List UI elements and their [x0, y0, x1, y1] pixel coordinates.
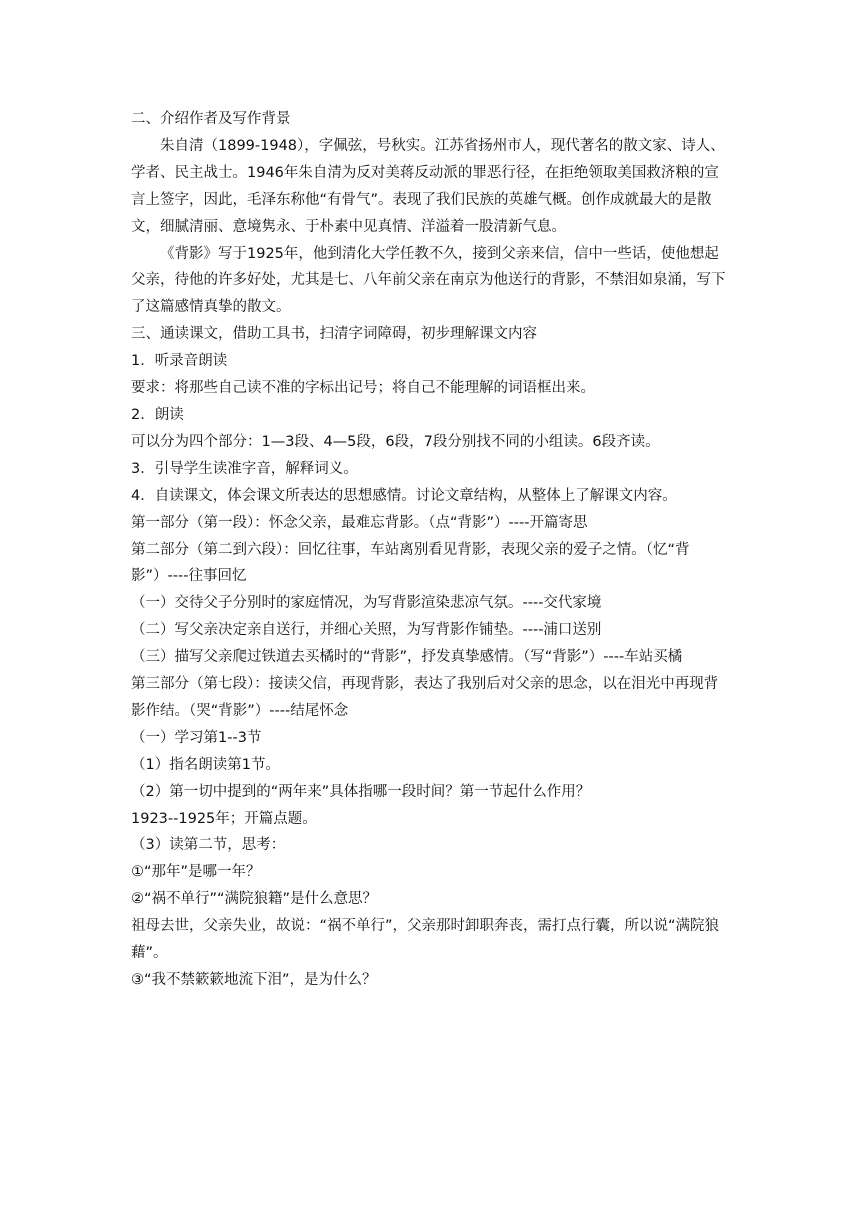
structure-part-two: 第二部分（第二到六段）：回忆往事，车站离别看见背影，表现父亲的爱子之情。（忆“背影”）----往事回忆	[131, 541, 690, 585]
structure-part-two-sub-one: （一）交待父子分别时的家庭情况，为写背影渲染悲凉气氛。----交代家境	[131, 595, 602, 612]
sub-question-c: ③“我不禁簌簌地流下泪”，是为什么？	[131, 972, 377, 988]
section-heading-author: 二、介绍作者及写作背景	[131, 111, 291, 127]
paragraph-author-bio: 朱自清（1899-1948），字佩弦，号秋实。江苏省扬州市人，现代著名的散文家、诗人、学者、民主战士。1946年朱自清为反对美蒋反动派的罪恶行径，在拒绝领取美国救济粮的宣言上签字，因此，毛泽东称他“有骨气”。表现了我们民族的英雄气概。创作成就最大的是散文，细腻清丽、意境隽永、于朴素中见真情、洋溢着一股清新气息。	[131, 137, 725, 235]
structure-part-three: 第三部分（第七段）：接读父信，再现背影，表达了我别后对父亲的思念，以在泪光中再现背影作结。（哭“背影”）----结尾怀念	[131, 676, 719, 719]
step-self-reading: 4．自读课文，体会课文所表达的思想感情。讨论文章结构，从整体上了解课文内容。	[131, 487, 677, 504]
paragraph-writing-background: 《背影》写于1925年，他到清化大学任教不久，接到父亲来信，信中一些话，使他想起父亲，待他的许多好处，尤其是七、八年前父亲在南京为他送行的背影，不禁泪如泉涌，写下了这篇感情真挚的散文。	[131, 245, 726, 316]
document-body	[131, 106, 731, 994]
step-read-aloud: 2．朗读	[131, 406, 184, 423]
question-two: （2）第一切中提到的“两年来”具体指哪一段时间？第一节起什么作用？	[131, 783, 591, 800]
step-listen-requirement: 要求：将那些自己读不准的字标出记号；将自己不能理解的词语框出来。	[131, 380, 595, 397]
structure-part-one: 第一部分（第一段）：怀念父亲，最难忘背影。（点“背影”）----开篇寄思	[131, 514, 588, 531]
sub-question-b: ②“祸不单行”“满院狼籍”是什么意思？	[131, 891, 378, 908]
question-three: （3）读第二节，思考：	[131, 837, 286, 854]
answer-two: 1923--1925年；开篇点题。	[131, 810, 317, 827]
step-listen: 1．听录音朗读	[131, 353, 228, 370]
structure-part-two-sub-two: （二）写父亲决定亲自送行，并细心关照，为写背影作铺垫。----浦口送别	[131, 622, 602, 639]
step-read-aloud-detail: 可以分为四个部分：1—3段、4—5段，6段，7段分别找不同的小组读。6段齐读。	[131, 433, 660, 450]
structure-part-two-sub-three: （三）描写父亲爬过铁道去买橘时的“背影”，抒发真挚感情。（写“背影”）----车站买橘	[131, 649, 683, 666]
step-pronunciation: 3．引导学生读准字音，解释词义。	[131, 460, 358, 477]
question-one: （1）指名朗读第1节。	[131, 756, 280, 773]
section-heading-reading: 三、通读课文，借助工具书，扫清字词障碍，初步理解课文内容	[131, 326, 537, 343]
study-section-one: （一）学习第1--3节	[131, 729, 262, 746]
answer-b: 祖母去世，父亲失业，故说：“祸不单行”，父亲那时卸职奔丧，需打点行囊，所以说“满院狼藉”。	[131, 918, 720, 962]
sub-question-a: ①“那年”是哪一年？	[131, 864, 261, 881]
